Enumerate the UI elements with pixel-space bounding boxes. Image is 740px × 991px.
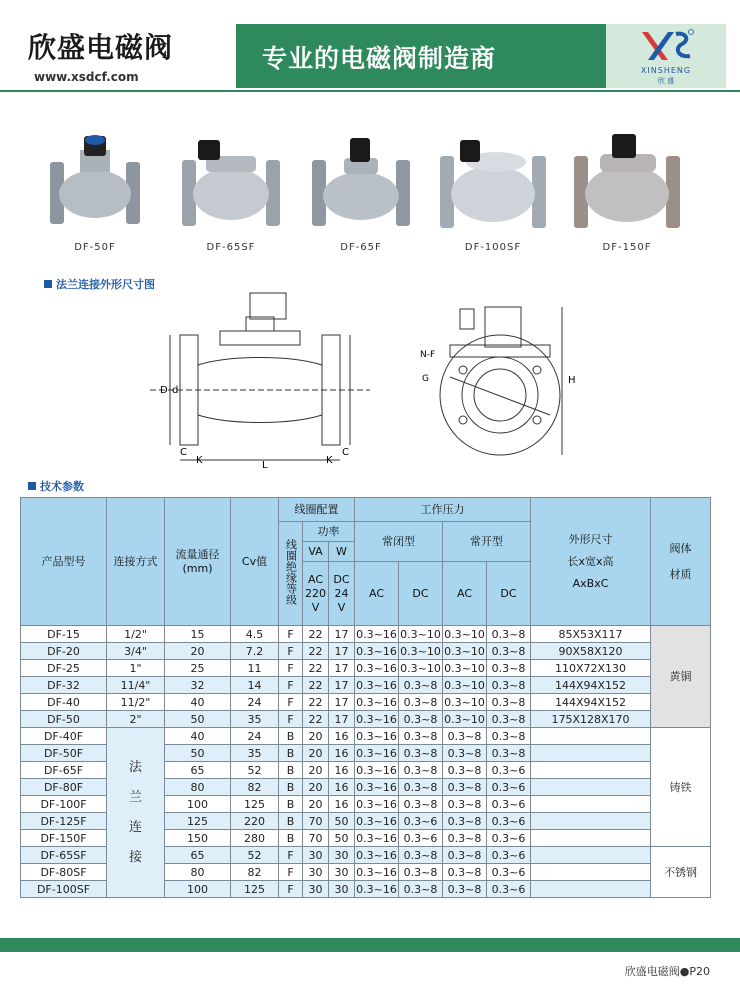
valve-image-df100sf [438,132,548,232]
table-cell: DF-40 [21,694,107,711]
slogan-band [236,24,606,88]
table-cell: 82 [231,779,279,796]
dim-label-k-right: K [326,455,333,466]
table-cell: 220 [231,813,279,830]
table-cell: 22 [303,694,329,711]
table-cell: 24 [231,728,279,745]
th-va: VA [303,542,329,562]
th-w: W [329,542,355,562]
table-cell: 22 [303,677,329,694]
table-cell: 0.3~16 [356,678,397,692]
table-cell: 0.3~8 [399,762,443,779]
dim-label-k-left: K [196,455,203,466]
page-header [0,0,740,96]
table-cell: 144X94X152 [531,677,651,694]
table-cell: 22 [303,660,329,677]
table-cell: 1" [107,660,165,677]
table-cell: 80 [165,864,231,881]
table-cell: 0.3~16 [356,865,397,879]
table-cell: 50 [165,711,231,728]
product-label: DF-100SF [464,242,522,253]
th-model: 产品型号 [21,498,107,626]
table-cell: 24 [231,694,279,711]
table-cell: 0.3~10 [400,661,441,675]
table-cell: 0.3~8 [443,813,487,830]
table-cell: 100 [165,796,231,813]
table-cell: 65 [165,762,231,779]
table-cell: 0.3~16 [356,780,397,794]
table-cell: 4.5 [231,626,279,643]
table-cell: F [279,643,303,660]
table-cell: 0.3~8 [399,711,443,728]
table-cell: 20 [165,643,231,660]
logo-subtext: 欣 盛 [657,77,675,85]
table-cell: F [279,660,303,677]
table-cell: DF-100F [21,796,107,813]
table-cell: 90X58X120 [531,643,651,660]
table-cell: 20 [303,796,329,813]
th-no-ac: AC [443,562,487,626]
table-cell: DF-65F [21,762,107,779]
table-cell: B [279,745,303,762]
table-cell: 82 [231,864,279,881]
footer-bar [0,938,740,952]
table-cell: 16 [329,779,355,796]
table-cell: 0.3~8 [399,796,443,813]
table-cell: 65 [165,847,231,864]
table-cell: 0.3~8 [487,626,531,643]
table-cell: DF-150F [21,830,107,847]
table-cell: DF-125F [21,813,107,830]
table-cell: F [279,881,303,898]
table-cell: 125 [165,813,231,830]
table-cell: 70 [303,813,329,830]
table-cell: 0.3~8 [443,830,487,847]
table-cell: 0.3~6 [487,796,531,813]
table-cell: 0.3~8 [487,694,531,711]
brand-block [28,26,228,86]
table-cell: F [279,694,303,711]
table-cell: 0.3~8 [443,796,487,813]
table-cell: 40 [165,728,231,745]
table-cell: 35 [231,711,279,728]
table-cell: DF-50F [21,745,107,762]
table-cell: DF-32 [21,677,107,694]
table-cell: 0.3~8 [399,745,443,762]
dim-label-nf: N-F [420,350,436,360]
table-cell: 0.3~8 [399,677,443,694]
brand-name: 欣盛电磁阀 [28,31,174,64]
slogan-text: 专业的电磁阀制造商 [262,44,497,73]
th-insulation: 线圈绝缘等级 [279,522,303,626]
table-cell: 175X128X170 [531,711,651,728]
product-label: DF-65F [340,242,382,253]
table-cell: 50 [165,745,231,762]
table-cell: B [279,762,303,779]
table-cell: 15 [165,626,231,643]
valve-image-df65sf [176,132,286,232]
table-cell: 0.3~8 [487,643,531,660]
table-cell: 0.3~10 [400,644,441,658]
table-cell: 100 [165,881,231,898]
table-cell-empty [531,847,651,864]
table-cell: DF-80F [21,779,107,796]
table-row [21,643,711,660]
table-cell: 0.3~8 [487,745,531,762]
table-cell: 110X72X130 [531,660,651,677]
table-cell: 0.3~8 [487,728,531,745]
table-cell: 0.3~16 [356,831,397,845]
table-cell-empty [531,779,651,796]
table-cell: 0.3~8 [399,694,443,711]
table-cell: 0.3~8 [399,847,443,864]
table-cell: 80 [165,779,231,796]
table-cell: B [279,779,303,796]
table-cell: 17 [329,694,355,711]
table-cell: DF-25 [21,660,107,677]
table-cell: 0.3~8 [443,847,487,864]
th-material: 阀体 材质 [651,498,711,626]
table-cell-empty [531,881,651,898]
table-row [21,694,711,711]
header-divider [0,90,740,92]
table-cell: B [279,796,303,813]
dim-label-c-left: C [180,447,187,458]
table-cell: 0.3~10 [444,712,485,726]
table-cell: 22 [303,626,329,643]
th-ac-voltage: AC 220 V [303,562,329,626]
table-cell: 0.3~6 [487,813,531,830]
dim-label-l: L [262,460,268,471]
table-cell: F [279,847,303,864]
table-cell: 0.3~16 [356,763,397,777]
table-cell: 25 [165,660,231,677]
valve-image-df50f [40,132,150,232]
table-cell: 125 [231,796,279,813]
square-bullet-icon [44,280,52,288]
dim-label-d-upper: D [160,385,168,396]
table-cell: 0.3~8 [487,677,531,694]
table-cell: 16 [329,745,355,762]
th-nc-dc: DC [399,562,443,626]
table-cell: 280 [231,830,279,847]
table-cell: 0.3~10 [444,644,485,658]
table-cell: 52 [231,762,279,779]
table-cell: B [279,830,303,847]
table-cell: 0.3~8 [443,728,487,745]
table-cell: 0.3~16 [356,814,397,828]
product-label: DF-50F [74,242,116,253]
table-cell: 0.3~16 [356,797,397,811]
flange-connection-label: 法 兰 连 接 [107,728,165,898]
product-label: DF-65SF [206,242,256,253]
table-cell: 14 [231,677,279,694]
th-flow: 流量通径 (mm) [165,498,231,626]
table-cell: 3/4" [107,643,165,660]
table-cell: 50 [329,830,355,847]
table-cell: 20 [303,779,329,796]
spec-section-title: 技术参数 [28,478,84,494]
valve-image-df150f [572,132,682,232]
table-cell: 0.3~6 [399,830,443,847]
table-cell: B [279,728,303,745]
dim-label-g: G [422,374,429,384]
table-cell: 0.3~10 [444,678,485,692]
table-cell: 35 [231,745,279,762]
th-normally-open: 常开型 [443,522,531,562]
table-cell: 20 [303,728,329,745]
table-cell: 0.3~8 [399,864,443,881]
table-cell: 0.3~16 [356,644,397,658]
table-cell: 11 [231,660,279,677]
table-cell: 0.3~16 [356,746,397,760]
table-cell: 17 [329,626,355,643]
table-cell: 20 [303,762,329,779]
table-cell: 0.3~8 [443,779,487,796]
table-cell: DF-40F [21,728,107,745]
table-cell: 0.3~10 [444,695,485,709]
table-cell: 11/4" [107,677,165,694]
th-connection: 连接方式 [107,498,165,626]
table-cell: 11/2" [107,694,165,711]
brand-url: www.xsdcf.com [34,70,139,84]
table-cell: 20 [303,745,329,762]
table-cell: 144X94X152 [531,694,651,711]
table-cell: 0.3~10 [444,661,485,675]
table-cell: DF-20 [21,643,107,660]
dimension-drawing [150,285,590,475]
page-footer: 欣盛电磁阀●P20 [624,965,710,978]
table-row [21,677,711,694]
table-cell: 30 [303,847,329,864]
table-cell: 0.3~6 [399,813,443,830]
table-cell-empty [531,830,651,847]
table-cell: DF-15 [21,626,107,643]
table-cell: 0.3~16 [356,661,397,675]
table-cell: F [279,864,303,881]
table-cell: 17 [329,677,355,694]
table-cell: 0.3~16 [356,729,397,743]
table-cell: 0.3~16 [356,627,397,641]
logo-name: XINSHENG [640,66,692,75]
table-cell: 0.3~6 [487,864,531,881]
table-cell: 17 [329,711,355,728]
th-nc-ac: AC [355,562,399,626]
table-cell: 0.3~16 [356,695,397,709]
table-cell: 30 [329,864,355,881]
brand-logo [606,24,726,88]
table-row [21,711,711,728]
table-cell: 0.3~8 [399,881,443,898]
table-cell: 铸铁 [651,728,711,847]
table-cell-empty [531,796,651,813]
table-cell: 150 [165,830,231,847]
table-cell: 30 [303,864,329,881]
table-cell: 0.3~6 [487,847,531,864]
table-row [21,728,711,745]
dim-label-h: H [568,375,576,386]
th-coil: 线圈配置 [279,498,355,522]
square-bullet-icon [28,482,36,490]
table-cell: 0.3~8 [487,711,531,728]
table-cell: 0.3~16 [356,712,397,726]
table-cell: 16 [329,762,355,779]
table-cell: 不锈钢 [651,847,711,898]
table-cell: 50 [329,813,355,830]
table-cell: 32 [165,677,231,694]
table-cell: 1/2" [107,626,165,643]
table-cell: 0.3~10 [400,627,441,641]
dim-label-d-lower: d [172,385,179,396]
table-cell: 22 [303,643,329,660]
spec-table-body [21,626,711,898]
table-cell: F [279,626,303,643]
table-cell: DF-65SF [21,847,107,864]
dimension-section-title: 法兰连接外形尺寸图 [44,276,155,292]
table-cell: 30 [303,881,329,898]
table-cell: 52 [231,847,279,864]
table-cell: 22 [303,711,329,728]
table-row [21,626,711,643]
table-cell: 0.3~16 [356,848,397,862]
table-cell: 40 [165,694,231,711]
table-cell-empty [531,813,651,830]
table-cell: 30 [329,881,355,898]
table-cell: 0.3~6 [487,762,531,779]
th-pressure: 工作压力 [355,498,531,522]
table-cell: 30 [329,847,355,864]
table-cell: B [279,813,303,830]
th-cv: Cv值 [231,498,279,626]
table-cell-empty [531,864,651,881]
table-cell: 7.2 [231,643,279,660]
table-cell-empty [531,745,651,762]
table-cell: F [279,677,303,694]
xinsheng-logo-icon [638,28,694,64]
table-cell: DF-80SF [21,864,107,881]
table-cell: 2" [107,711,165,728]
table-cell: 0.3~8 [443,762,487,779]
table-cell: 125 [231,881,279,898]
table-cell: 0.3~6 [487,830,531,847]
table-cell: 黄铜 [651,626,711,728]
table-cell: 0.3~8 [443,745,487,762]
th-dc-voltage: DC 24 V [329,562,355,626]
table-cell: 0.3~8 [487,660,531,677]
th-no-dc: DC [487,562,531,626]
product-label: DF-150F [602,242,652,253]
table-cell: DF-100SF [21,881,107,898]
table-cell: 17 [329,660,355,677]
table-row [21,660,711,677]
table-cell: 85X53X117 [531,626,651,643]
table-cell-empty [531,728,651,745]
dim-label-c-right: C [342,447,349,458]
table-cell: 0.3~6 [487,779,531,796]
valve-image-df65f [306,132,416,232]
table-cell: 0.3~8 [443,864,487,881]
table-cell: 16 [329,728,355,745]
th-normally-closed: 常闭型 [355,522,443,562]
table-cell: 16 [329,796,355,813]
table-cell: DF-50 [21,711,107,728]
table-cell: 0.3~16 [356,882,397,896]
table-cell: 0.3~8 [399,728,443,745]
th-size: 外形尺寸 长x宽x高 AxBxC [531,498,651,626]
table-cell: 70 [303,830,329,847]
table-cell: 17 [329,643,355,660]
table-cell: F [279,711,303,728]
spec-table [20,497,711,898]
table-cell: 0.3~8 [399,779,443,796]
table-cell-empty [531,762,651,779]
table-cell: 0.3~10 [444,627,485,641]
th-power: 功率 [303,522,355,542]
table-cell: 0.3~6 [487,881,531,898]
table-cell: 0.3~8 [443,881,487,898]
